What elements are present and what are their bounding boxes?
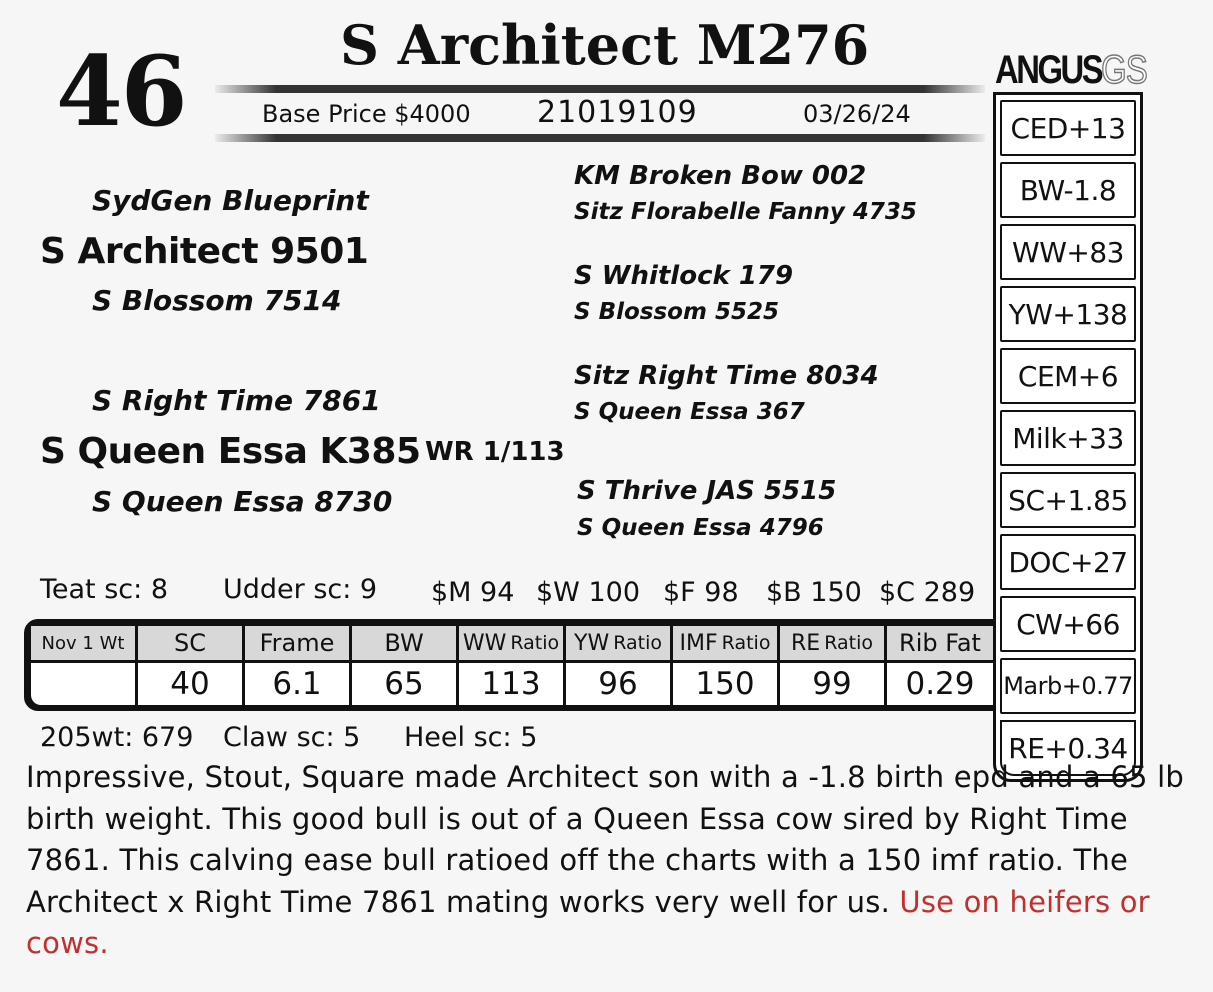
- dsire-dam: S Queen Essa 367: [574, 399, 805, 425]
- registration-number: 21019109: [537, 95, 698, 130]
- value-frame: 6.1: [245, 663, 349, 705]
- epd-cem: CEM+6: [1000, 348, 1136, 404]
- weight-205: 205wt: 679: [40, 722, 194, 753]
- epd-cw: CW+66: [1000, 596, 1136, 652]
- ssire-dam: Sitz Florabelle Fanny 4735: [574, 199, 917, 225]
- index-b: $B 150: [766, 577, 862, 608]
- dsire-sire: Sitz Right Time 8034: [574, 361, 879, 391]
- sdam-sire: S Whitlock 179: [574, 261, 794, 291]
- epd-yw: YW+138: [1000, 286, 1136, 342]
- value-ww-ratio: 113: [459, 663, 563, 705]
- sdam-dam: S Blossom 5525: [574, 299, 779, 325]
- value-re-ratio: 99: [780, 663, 884, 705]
- value-yw-ratio: 96: [566, 663, 670, 705]
- epd-ced: CED+13: [1000, 100, 1136, 156]
- header-rule-bottom: [215, 134, 985, 142]
- epd-milk: Milk+33: [1000, 410, 1136, 466]
- epd-bw: BW-1.8: [1000, 162, 1136, 218]
- dam: S Queen Essa K385: [40, 431, 421, 472]
- description-text: Impressive, Stout, Square made Architect son with a -1.8 birth epd and a 65 lb birth weight. This good bull is out of a Queen Essa cow sired by Right Time 7861. This calving ease bull ratioed off the charts with a 150 imf ratio. The Architect x Right Time 7861 mating works very well for us.: [26, 760, 1184, 919]
- epd-column: [993, 92, 1143, 782]
- ssire-sire: KM Broken Bow 002: [574, 161, 867, 191]
- ddam-sire: S Thrive JAS 5515: [577, 476, 837, 506]
- header-frame: Frame: [245, 626, 349, 660]
- index-c: $C 289: [879, 577, 976, 608]
- header-rule-top: [215, 85, 985, 93]
- epd-ww: WW+83: [1000, 224, 1136, 280]
- value-sc: 40: [138, 663, 242, 705]
- sire-dam: S Blossom 7514: [92, 284, 342, 317]
- sale-date: 03/26/24: [803, 100, 911, 128]
- index-f: $F 98: [663, 577, 739, 608]
- claw-score: Claw sc: 5: [223, 722, 361, 753]
- sire-sire: SydGen Blueprint: [92, 184, 369, 217]
- value-nov1-wt: [31, 663, 135, 705]
- base-price: Base Price $4000: [262, 100, 471, 128]
- sire: S Architect 9501: [40, 231, 369, 272]
- teat-score: Teat sc: 8: [40, 574, 168, 605]
- dam-weaning-ratio: WR 1/113: [425, 437, 565, 467]
- index-w: $W 100: [536, 577, 640, 608]
- heel-score: Heel sc: 5: [404, 722, 538, 753]
- header-yw-ratio: YW Ratio: [566, 626, 670, 660]
- dam-sire: S Right Time 7861: [92, 384, 381, 417]
- epd-sc: SC+1.85: [1000, 472, 1136, 528]
- lot-number: 46: [56, 35, 186, 148]
- bull-name-title: S Architect M276: [340, 13, 870, 77]
- description: [26, 757, 1196, 965]
- header-nov1-wt: Nov 1 Wt: [31, 626, 135, 660]
- epd-marb: Marb+0.77: [1000, 658, 1136, 714]
- value-imf-ratio: 150: [673, 663, 777, 705]
- header-sc: SC: [138, 626, 242, 660]
- value-rib-fat: 0.29: [887, 663, 993, 705]
- description-highlight: Use on heifers or cows.: [26, 884, 1150, 960]
- header-re-ratio: RE Ratio: [780, 626, 884, 660]
- epd-doc: DOC+27: [1000, 534, 1136, 590]
- header-ww-ratio: WW Ratio: [459, 626, 563, 660]
- index-m: $M 94: [431, 577, 515, 608]
- header-imf-ratio: IMF Ratio: [673, 626, 777, 660]
- header-bw: BW: [352, 626, 456, 660]
- dam-dam: S Queen Essa 8730: [92, 485, 393, 518]
- epd-re: RE+0.34: [1000, 720, 1136, 776]
- ddam-dam: S Queen Essa 4796: [577, 515, 824, 541]
- performance-table: [24, 619, 996, 711]
- udder-score: Udder sc: 9: [223, 574, 378, 605]
- value-bw: 65: [352, 663, 456, 705]
- angus-gs-logo: ANGUSGS: [995, 48, 1147, 92]
- header-rib-fat: Rib Fat: [887, 626, 993, 660]
